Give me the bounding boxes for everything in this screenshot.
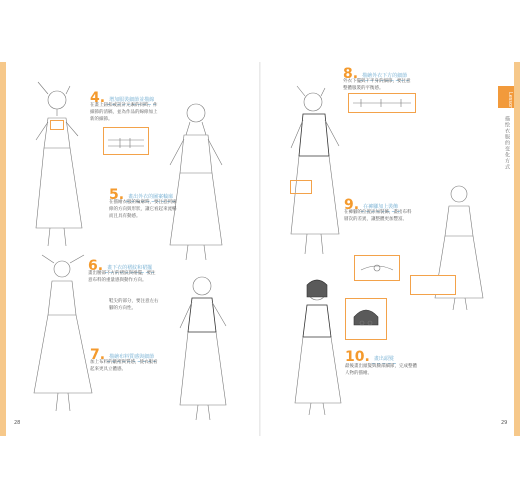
zoom-ornament	[354, 255, 400, 281]
page-gutter	[259, 62, 261, 436]
note-text: 鞋尖的部分，要注意左右腳的方向性。	[109, 299, 159, 311]
zoom-face	[345, 298, 387, 340]
step-7-text: 加上布料的皺褶與質感，使衣服看起來更具立體感。	[90, 360, 158, 372]
step-10-text: 最後畫出頭髮與臉部細節，完成整體人物的描繪。	[345, 364, 417, 376]
callout-marker	[50, 120, 64, 130]
step-number: 7.	[90, 347, 106, 363]
figure-sketch-2	[162, 95, 232, 260]
step-number: 10.	[345, 349, 370, 365]
callout-marker	[290, 180, 312, 194]
step-6-text: 畫出腰部下方的褶紋與裙擺，要注意布料的重量感與動作方向。	[88, 271, 156, 283]
step-number: 4.	[90, 90, 106, 106]
step-number: 8.	[343, 66, 359, 82]
zoom-cuff	[410, 275, 456, 295]
step-title: 畫出頭髮	[373, 356, 394, 362]
step-title: 畫下衣的褶紋和裙擺	[107, 265, 153, 271]
step-4-text: 在畫上鈕扣或設計元素的同時，作細節的清稿，並為作品的線條加上新的細節。	[90, 103, 158, 122]
right-page-number: 29	[501, 420, 508, 426]
figure-sketch-5	[285, 84, 355, 254]
figure-sketch-4	[170, 270, 240, 420]
step-title: 增加服裝細節並描線	[109, 97, 155, 103]
right-margin-strip	[514, 62, 520, 436]
zoom-belt	[103, 127, 149, 155]
left-page-number: 28	[14, 420, 21, 426]
running-title: 描绘衣服的变化方式	[504, 116, 510, 170]
chapter-tab-label: Lesson	[507, 92, 513, 110]
step-9-text: 在褲腳的位置添加裝飾，畫出布料層次的差異，讓整體更加豐富。	[344, 210, 412, 222]
step-title: 描繪外衣下方的細節	[362, 73, 408, 79]
step-number: 5.	[109, 187, 125, 203]
zoom-hem	[348, 93, 416, 113]
step-number: 9.	[344, 197, 360, 213]
step-10-heading	[345, 345, 396, 364]
step-title: 描繪布料質感與細節	[109, 354, 155, 360]
step-5-text: 在描繪衣服的輪廓時，要注意到線條的方向與形狀，讓它看起來流暢而且具有動感。	[109, 200, 177, 219]
left-margin-strip	[0, 62, 6, 436]
step-number: 6.	[88, 258, 104, 274]
step-title: 畫出外衣的圖案輪廓	[128, 194, 174, 200]
step-title: 在褲腳加上裝飾	[363, 204, 399, 210]
step-8-text: 外衣下擺與下半身的細節，要注意整體服裝的平衡感。	[343, 79, 411, 91]
